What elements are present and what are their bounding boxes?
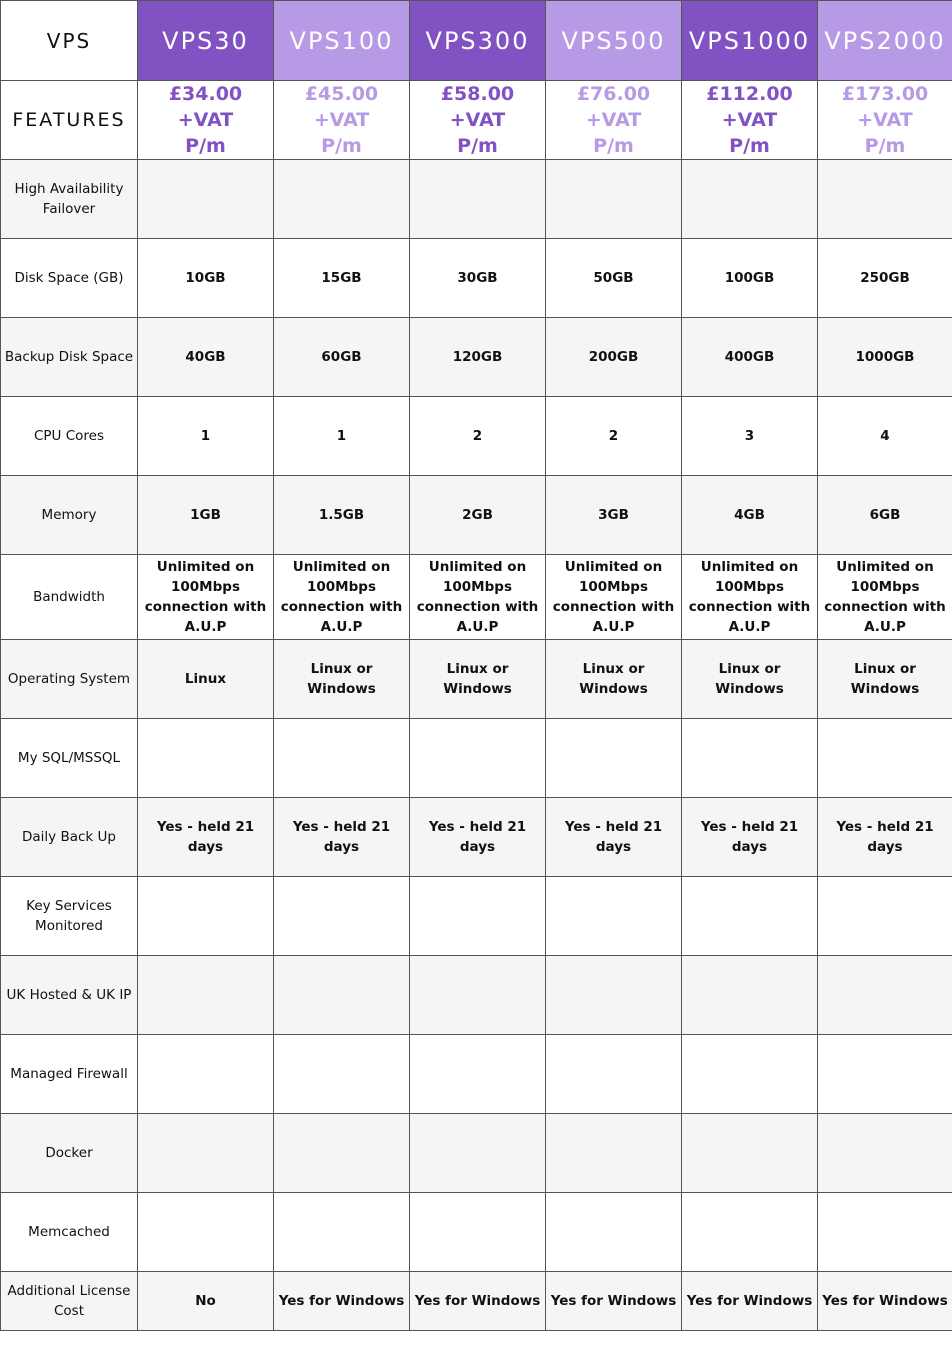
- feature-value-cell: [410, 160, 546, 239]
- feature-value-cell: [138, 1193, 274, 1272]
- feature-value-cell: Unlimited on 100Mbps connection with A.U.P: [138, 555, 274, 640]
- feature-label: Disk Space (GB): [1, 239, 138, 318]
- feature-value-cell: [138, 956, 274, 1035]
- feature-value-cell: [546, 1193, 682, 1272]
- feature-value-cell: Unlimited on 100Mbps connection with A.U.P: [682, 555, 818, 640]
- feature-value-cell: 50GB: [546, 239, 682, 318]
- feature-value-cell: 15GB: [274, 239, 410, 318]
- feature-value-cell: Yes - held 21 days: [410, 798, 546, 877]
- feature-value-cell: [818, 1193, 952, 1272]
- feature-value-cell: 250GB: [818, 239, 952, 318]
- feature-value-cell: [682, 1193, 818, 1272]
- feature-label: Memory: [1, 476, 138, 555]
- feature-value-cell: [546, 1035, 682, 1114]
- price-amount: £45.00 +VAT: [304, 83, 379, 131]
- plan-price-vps1000: [682, 81, 818, 160]
- feature-value-cell: [682, 1035, 818, 1114]
- feature-label: My SQL/MSSQL: [1, 719, 138, 798]
- feature-value-cell: 3: [682, 397, 818, 476]
- feature-value-cell: 4GB: [682, 476, 818, 555]
- feature-value-cell: [818, 956, 952, 1035]
- feature-value-cell: 120GB: [410, 318, 546, 397]
- feature-value-cell: [410, 1114, 546, 1193]
- feature-value-cell: Yes - held 21 days: [682, 798, 818, 877]
- feature-value-cell: [410, 956, 546, 1035]
- feature-value-cell: [274, 956, 410, 1035]
- feature-value-cell: 1GB: [138, 476, 274, 555]
- feature-value-cell: [274, 1193, 410, 1272]
- feature-value-cell: 60GB: [274, 318, 410, 397]
- feature-label: Managed Firewall: [1, 1035, 138, 1114]
- feature-value-cell: [818, 719, 952, 798]
- plan-price-vps500: [546, 81, 682, 160]
- feature-value-cell: 10GB: [138, 239, 274, 318]
- feature-value-cell: [410, 1193, 546, 1272]
- feature-label: Key Services Monitored: [1, 877, 138, 956]
- feature-value-cell: Yes - held 21 days: [138, 798, 274, 877]
- feature-value-cell: Unlimited on 100Mbps connection with A.U.P: [274, 555, 410, 640]
- feature-value-cell: Linux or Windows: [682, 640, 818, 719]
- feature-label: Additional License Cost: [1, 1272, 138, 1331]
- feature-value-cell: Linux: [138, 640, 274, 719]
- plan-header-vps1000: VPS1000: [682, 1, 818, 81]
- feature-value-cell: Yes for Windows: [682, 1272, 818, 1331]
- feature-value-cell: [138, 1035, 274, 1114]
- feature-value-cell: [818, 1035, 952, 1114]
- feature-value-cell: 1000GB: [818, 318, 952, 397]
- feature-value-cell: 2: [546, 397, 682, 476]
- feature-value-cell: 400GB: [682, 318, 818, 397]
- feature-value-cell: [682, 877, 818, 956]
- feature-value-cell: [818, 160, 952, 239]
- plan-price-vps30: [138, 81, 274, 160]
- feature-value-cell: [274, 160, 410, 239]
- feature-value-cell: [682, 1114, 818, 1193]
- price-period: P/m: [593, 135, 634, 157]
- feature-value-cell: [138, 877, 274, 956]
- feature-value-cell: [546, 719, 682, 798]
- feature-value-cell: Unlimited on 100Mbps connection with A.U.P: [818, 555, 952, 640]
- price-period: P/m: [864, 135, 906, 157]
- plan-price-vps2000: [818, 81, 952, 160]
- feature-label: Daily Back Up: [1, 798, 138, 877]
- feature-value-cell: Unlimited on 100Mbps connection with A.U.P: [410, 555, 546, 640]
- feature-value-cell: 40GB: [138, 318, 274, 397]
- feature-value-cell: [138, 160, 274, 239]
- feature-value-cell: [410, 1035, 546, 1114]
- feature-label: Memcached: [1, 1193, 138, 1272]
- plan-header-vps30: VPS30: [138, 1, 274, 81]
- price-amount: £112.00 +VAT: [706, 83, 793, 131]
- feature-label: High Availability Failover: [1, 160, 138, 239]
- feature-value-cell: [818, 877, 952, 956]
- feature-value-cell: [682, 160, 818, 239]
- feature-value-cell: No: [138, 1272, 274, 1331]
- feature-value-cell: Yes - held 21 days: [546, 798, 682, 877]
- feature-value-cell: 1: [138, 397, 274, 476]
- feature-value-cell: Yes - held 21 days: [274, 798, 410, 877]
- feature-label: Backup Disk Space: [1, 318, 138, 397]
- feature-value-cell: Linux or Windows: [546, 640, 682, 719]
- feature-value-cell: Yes for Windows: [546, 1272, 682, 1331]
- feature-value-cell: 4: [818, 397, 952, 476]
- feature-value-cell: [274, 719, 410, 798]
- plan-price-vps300: [410, 81, 546, 160]
- feature-value-cell: [682, 956, 818, 1035]
- feature-value-cell: [546, 877, 682, 956]
- price-amount: £76.00 +VAT: [576, 83, 651, 131]
- feature-value-cell: [818, 1114, 952, 1193]
- plan-header-vps100: VPS100: [274, 1, 410, 81]
- feature-value-cell: Linux or Windows: [410, 640, 546, 719]
- feature-value-cell: [138, 719, 274, 798]
- feature-value-cell: Linux or Windows: [818, 640, 952, 719]
- feature-value-cell: Unlimited on 100Mbps connection with A.U.P: [546, 555, 682, 640]
- feature-value-cell: 100GB: [682, 239, 818, 318]
- feature-value-cell: [546, 160, 682, 239]
- feature-value-cell: Yes for Windows: [410, 1272, 546, 1331]
- feature-value-cell: Yes for Windows: [274, 1272, 410, 1331]
- feature-value-cell: 2GB: [410, 476, 546, 555]
- feature-value-cell: [682, 719, 818, 798]
- feature-value-cell: 200GB: [546, 318, 682, 397]
- feature-label: Bandwidth: [1, 555, 138, 640]
- feature-label: Operating System: [1, 640, 138, 719]
- plan-price-vps100: [274, 81, 410, 160]
- feature-value-cell: 3GB: [546, 476, 682, 555]
- feature-value-cell: Linux or Windows: [274, 640, 410, 719]
- price-period: P/m: [457, 135, 498, 157]
- feature-label: Docker: [1, 1114, 138, 1193]
- price-amount: £173.00 +VAT: [841, 83, 929, 131]
- feature-value-cell: 2: [410, 397, 546, 476]
- feature-value-cell: [546, 1114, 682, 1193]
- price-period: P/m: [729, 135, 770, 157]
- feature-value-cell: [274, 1114, 410, 1193]
- price-amount: £34.00 +VAT: [168, 83, 243, 131]
- feature-value-cell: [138, 1114, 274, 1193]
- feature-value-cell: Yes - held 21 days: [818, 798, 952, 877]
- feature-value-cell: [410, 877, 546, 956]
- feature-value-cell: 30GB: [410, 239, 546, 318]
- plan-header-vps300: VPS300: [410, 1, 546, 81]
- feature-value-cell: 1: [274, 397, 410, 476]
- feature-value-cell: [546, 956, 682, 1035]
- feature-label: UK Hosted & UK IP: [1, 956, 138, 1035]
- feature-label: CPU Cores: [1, 397, 138, 476]
- plan-header-vps500: VPS500: [546, 1, 682, 81]
- feature-value-cell: 6GB: [818, 476, 952, 555]
- feature-value-cell: Yes for Windows: [818, 1272, 952, 1331]
- price-amount: £58.00 +VAT: [440, 83, 515, 131]
- price-period: P/m: [321, 135, 362, 157]
- feature-value-cell: [274, 1035, 410, 1114]
- feature-value-cell: [410, 719, 546, 798]
- feature-value-cell: 1.5GB: [274, 476, 410, 555]
- features-heading: FEATURES: [1, 81, 138, 160]
- table-corner-title: VPS: [1, 1, 138, 81]
- plan-header-vps2000: VPS2000: [818, 1, 952, 81]
- feature-value-cell: [274, 877, 410, 956]
- price-period: P/m: [185, 135, 226, 157]
